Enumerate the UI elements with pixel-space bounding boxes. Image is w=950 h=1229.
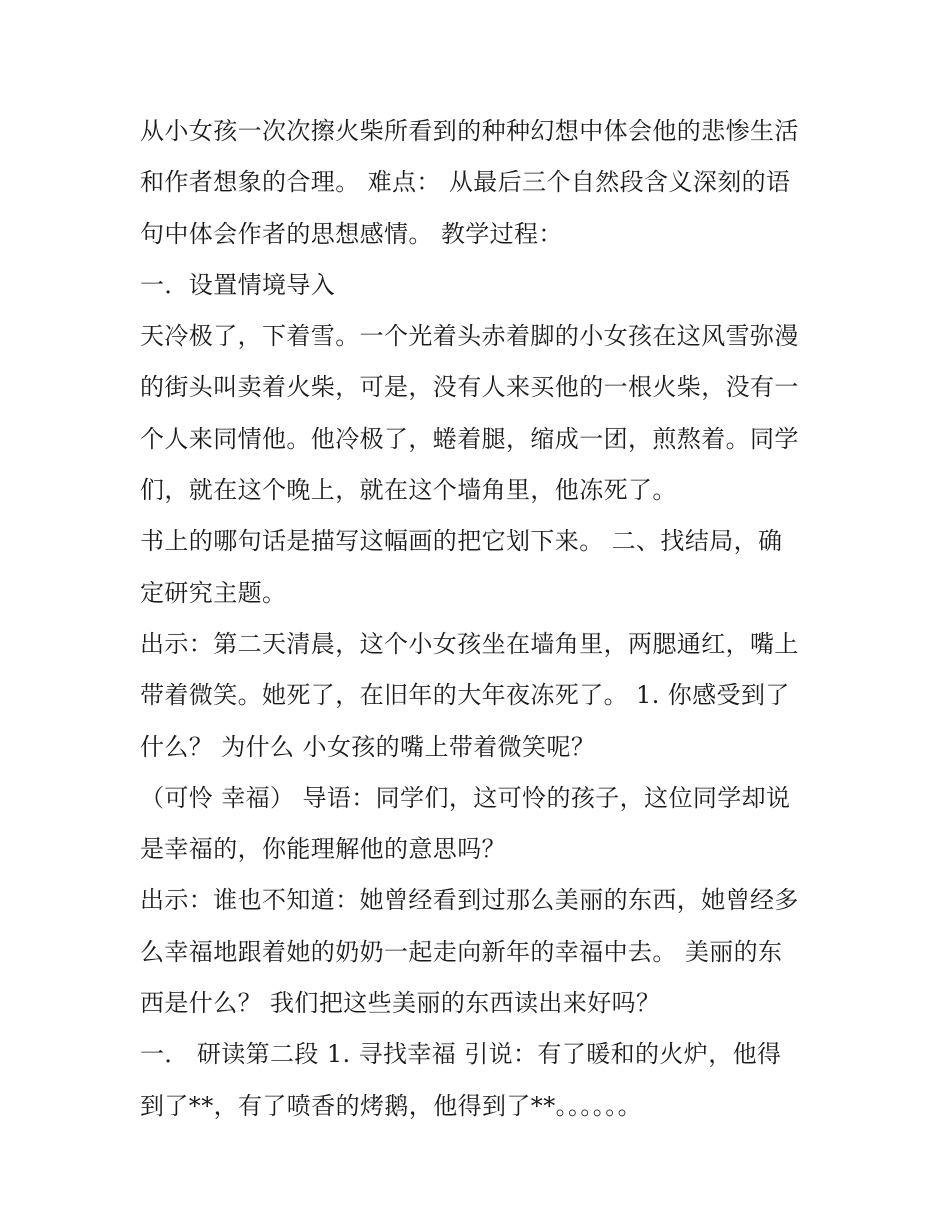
- text-line: 个人来同情他。他冷极了，蜷着腿，缩成一团，煎熬着。同学: [140, 424, 799, 453]
- text-line: 定研究主题。: [140, 578, 287, 607]
- text-line: 一． 研读第二段 1. 寻找幸福 引说：有了暖和的火炉，他得: [140, 1040, 782, 1069]
- text-line: 西是什么？ 我们把这些美丽的东西读出来好吗？: [140, 989, 661, 1018]
- paragraph-task: [140, 516, 820, 619]
- text-line: 是幸福的，你能理解他的意思吗？: [140, 835, 506, 864]
- paragraph-study-section-two: [140, 1029, 820, 1132]
- section-heading-intro: [140, 260, 820, 311]
- text-line: 出示：第二天清晨，这个小女孩坐在墙角里，两腮通红，嘴上: [140, 629, 799, 658]
- text-line: 出示：谁也不知道：她曾经看到过那么美丽的东西，她曾经多: [140, 886, 799, 915]
- text-line: 么幸福地跟着她的奶奶一起走向新年的幸福中去。 美丽的东: [140, 937, 783, 966]
- document-page: [140, 106, 820, 1132]
- text-line: 从小女孩一次次擦火柴所看到的种种幻想中体会他的悲惨生活: [140, 117, 799, 145]
- paragraph-guide: [140, 773, 820, 876]
- paragraph-show-ending: [140, 619, 820, 773]
- text-line: 一．设置情境导入: [140, 270, 336, 299]
- text-line: 们，就在这个晚上，就在这个墙角里，他冻死了。: [140, 476, 677, 505]
- text-line: 和作者想象的合理。 难点： 从最后三个自然段含义深刻的语: [140, 168, 791, 197]
- text-line: 什么？ 为什么 小女孩的嘴上带着微笑呢？: [140, 732, 596, 761]
- paragraph-show-beauty: [140, 875, 820, 1029]
- text-line: 带着微笑。她死了，在旧年的大年夜冻死了。 1. 你感受到了: [140, 681, 790, 710]
- paragraph-lesson-goal: [140, 106, 820, 260]
- text-line: 天冷极了，下着雪。一个光着头赤着脚的小女孩在这风雪弥漫: [140, 322, 799, 351]
- text-line: 句中体会作者的思想感情。 教学过程：: [140, 219, 563, 248]
- text-line: （可怜 幸福） 导语：同学们，这可怜的孩子，这位同学却说: [140, 783, 791, 812]
- text-line: 到了**，有了喷香的烤鹅，他得到了**。。。。。。: [140, 1091, 642, 1120]
- text-line: 书上的哪句话是描写这幅画的把它划下来。 二、找结局，确: [140, 527, 783, 556]
- paragraph-scene: [140, 311, 820, 516]
- text-line: 的街头叫卖着火柴，可是，没有人来买他的一根火柴，没有一: [140, 373, 799, 402]
